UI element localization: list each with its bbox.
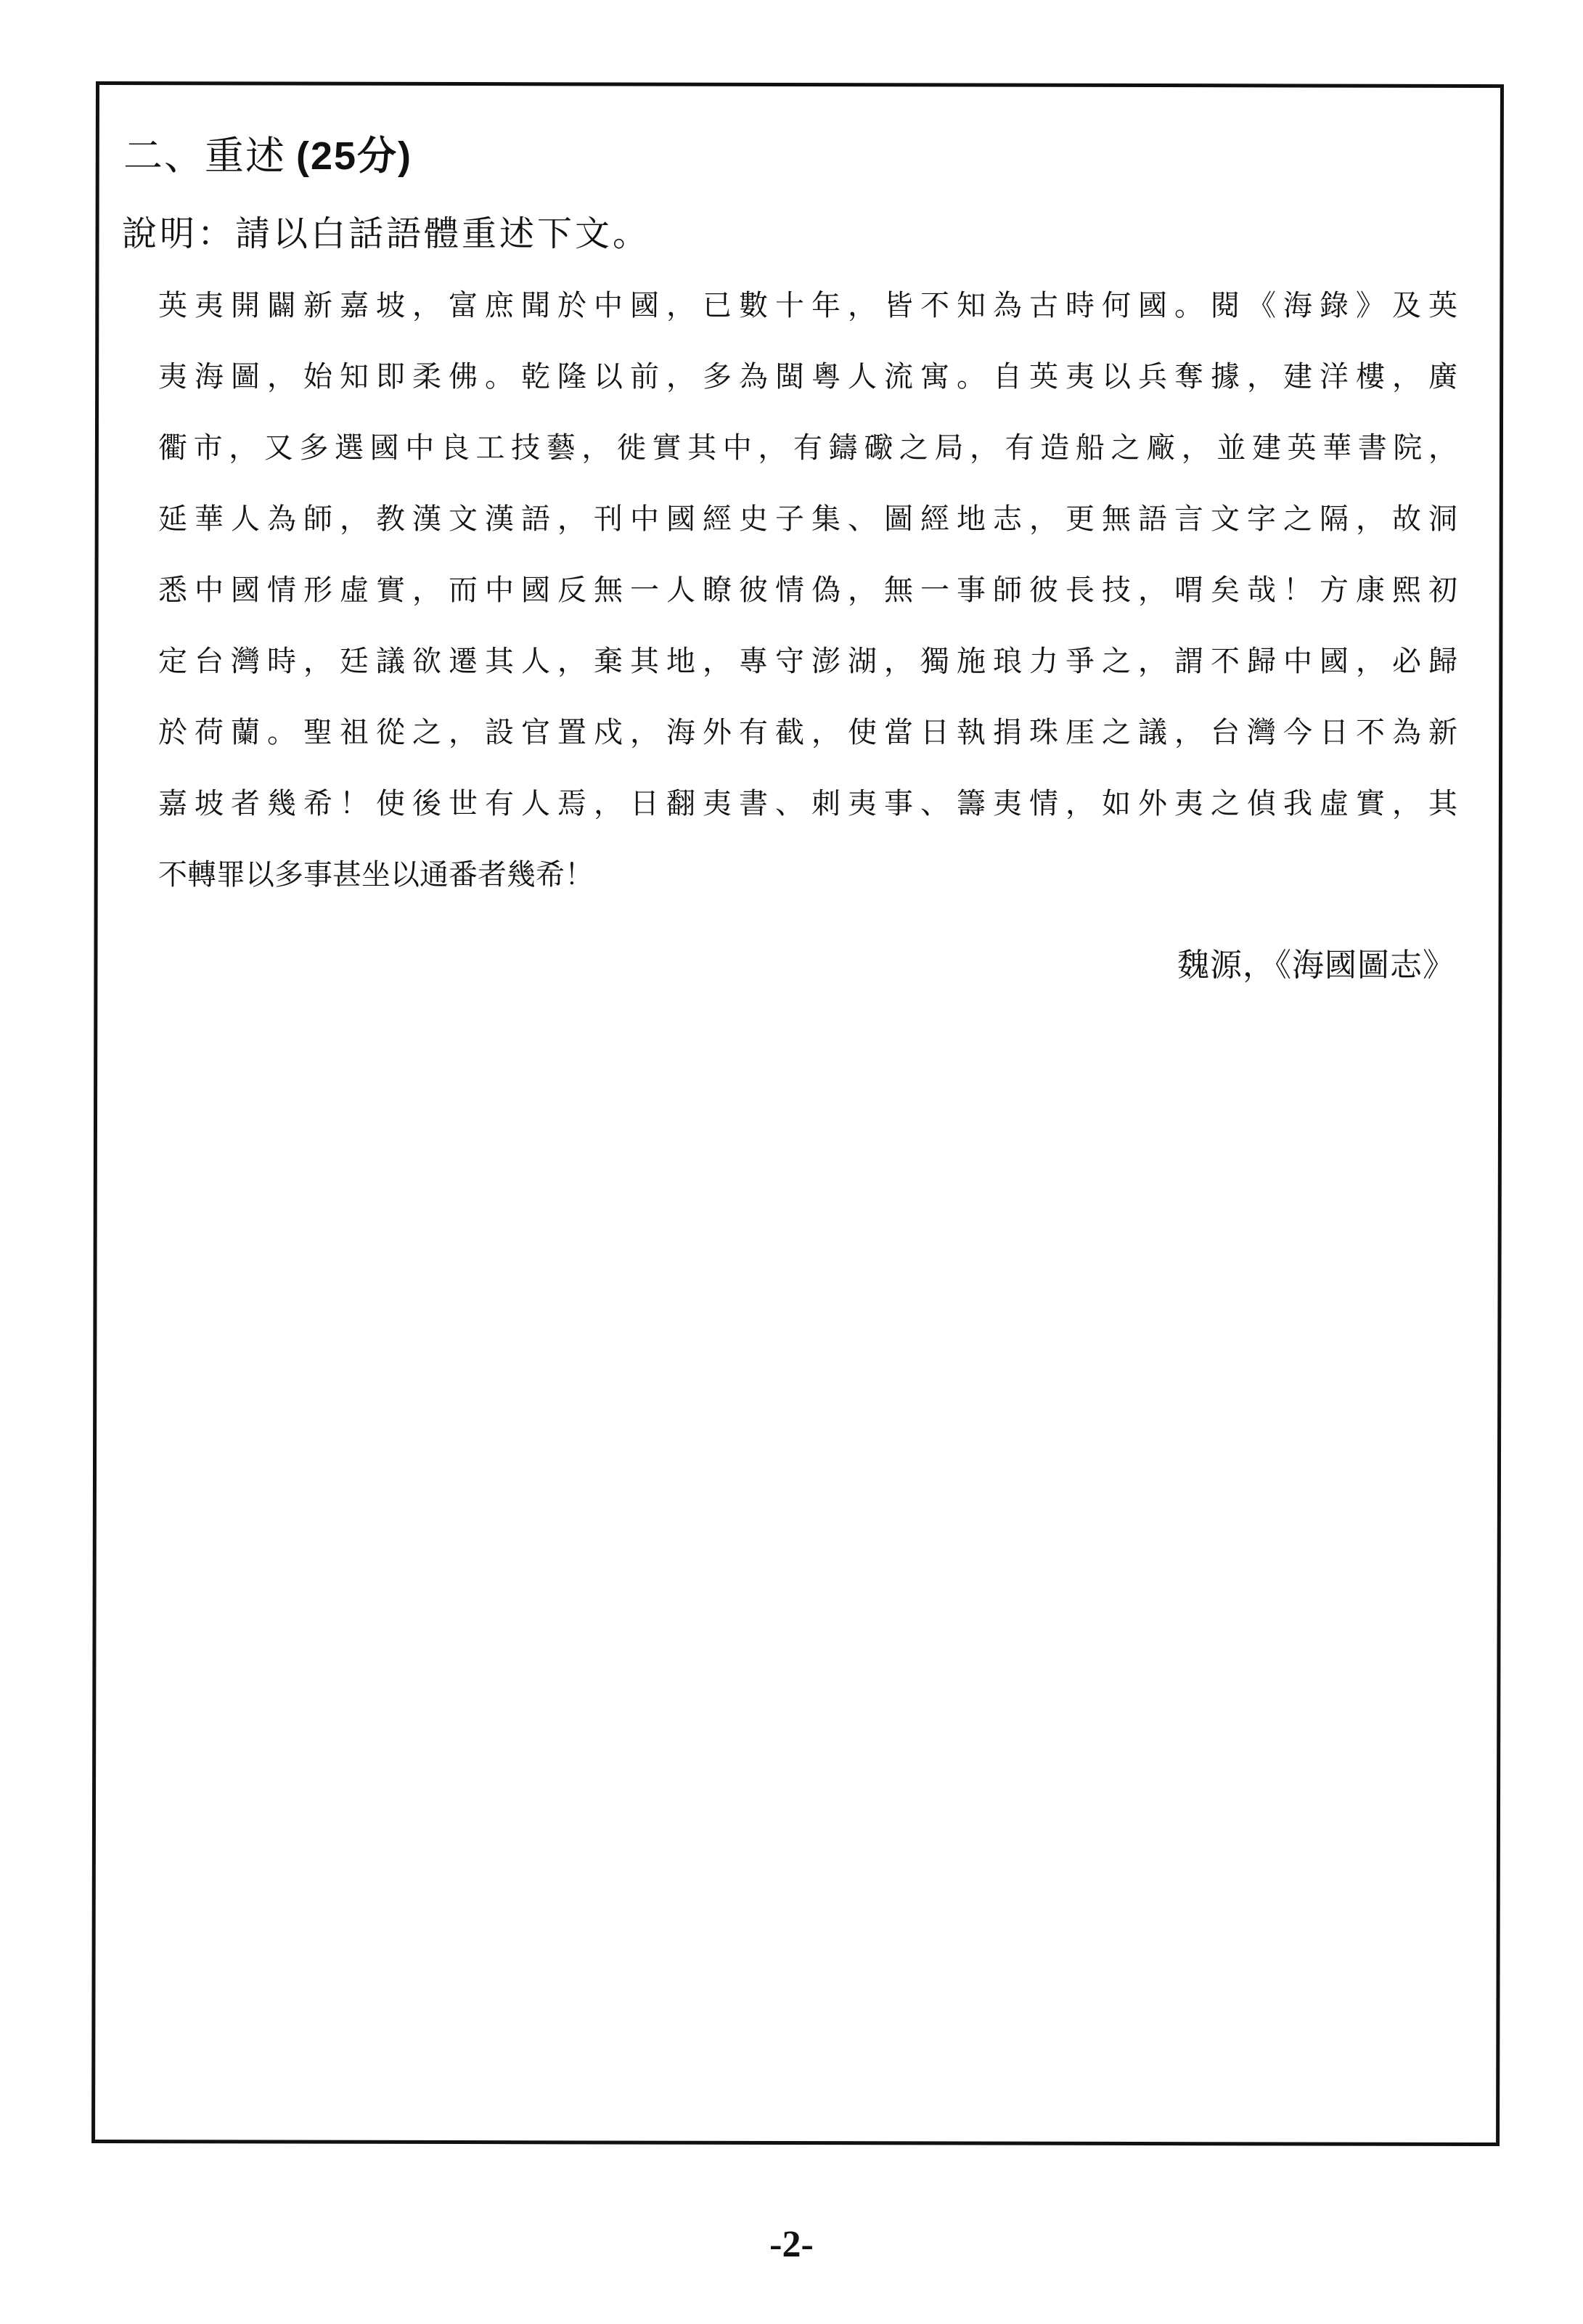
section-heading	[123, 131, 412, 182]
page-number: -2-	[769, 2224, 814, 2265]
passage-line: 悉中國情形虛實，而中國反無一人瞭彼情偽，無一事師彼長技，喟矣哉！方康熙初	[158, 574, 1457, 607]
passage-line: 延華人為師，教漢文漢語，刊中國經史子集、圖經地志，更無語言文字之隔，故洞	[158, 502, 1457, 536]
section-score: (25分)	[296, 134, 413, 178]
classical-passage	[158, 270, 1457, 910]
passage-source: 魏源，《海國圖志》	[1177, 947, 1455, 984]
passage-line: 嘉坡者幾希！使後世有人焉，日翻夷書、刺夷事、籌夷情，如外夷之偵我虛實，其	[158, 787, 1457, 820]
passage-line: 不轉罪以多事甚坐以通番者幾希！	[158, 858, 594, 892]
passage-line: 衢市，又多選國中良工技藝，徙實其中，有鑄礮之局，有造船之廠，並建英華書院，	[158, 431, 1457, 465]
instruction-text: 說明：請以白話語體重述下文。	[122, 213, 651, 254]
passage-line: 定台灣時，廷議欲遷其人，棄其地，專守澎湖，獨施琅力爭之，謂不歸中國，必歸	[158, 645, 1457, 678]
passage-line: 夷海圖，始知即柔佛。乾隆以前，多為閩粵人流寓。自英夷以兵奪據，建洋樓，廣	[158, 360, 1457, 394]
passage-line: 英夷開闢新嘉坡，富庶聞於中國，已數十年，皆不知為古時何國。閱《海錄》及英	[158, 289, 1457, 322]
section-title: 二、重述	[123, 133, 286, 179]
passage-line: 於荷蘭。聖祖從之，設官置戍，海外有截，使當日執捐珠厓之議，台灣今日不為新	[158, 716, 1457, 749]
